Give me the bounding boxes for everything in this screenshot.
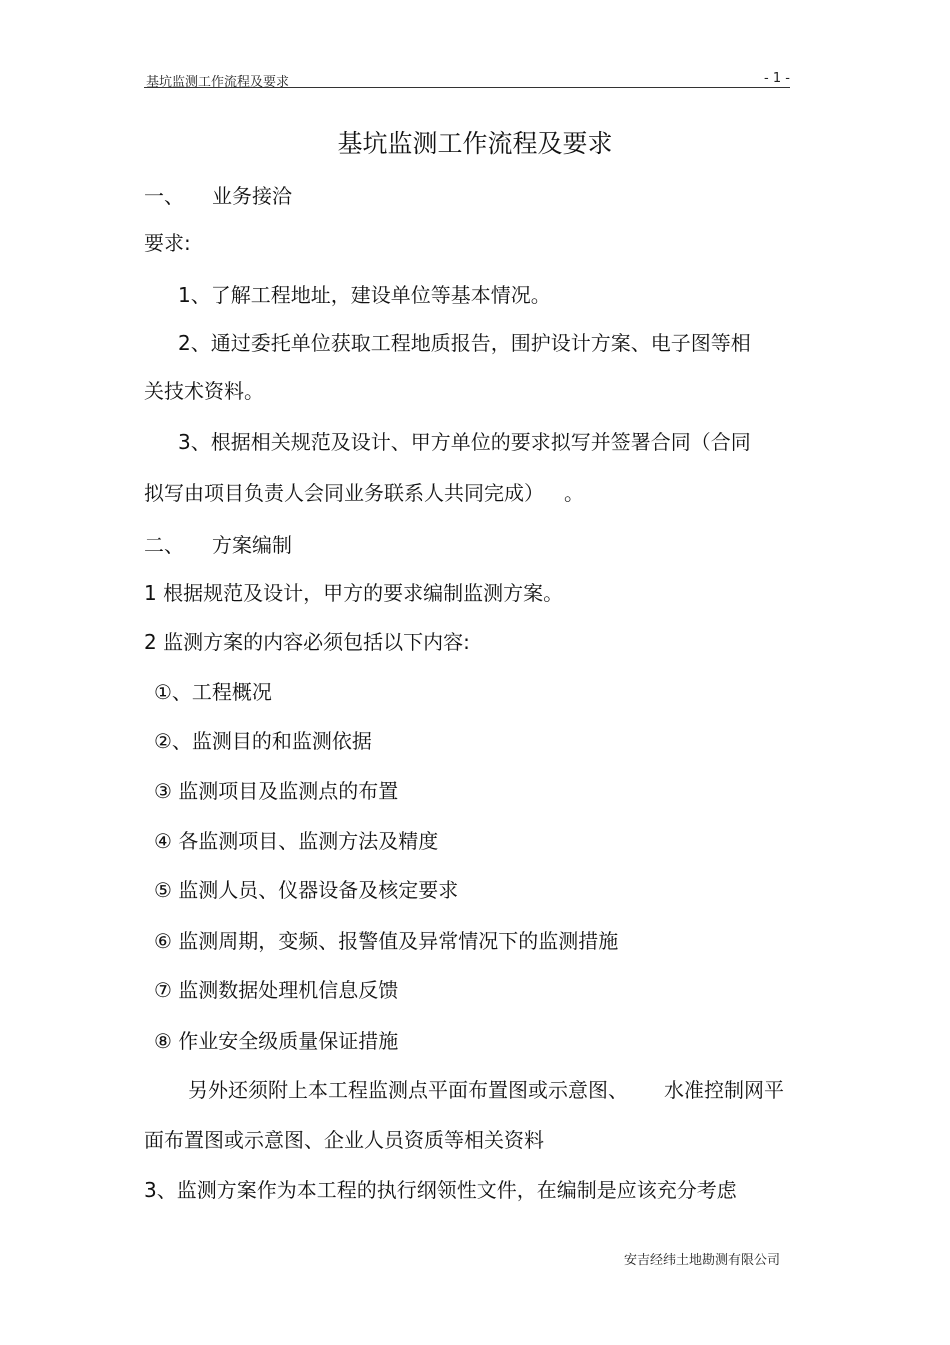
section-1-number: 一、 <box>144 184 184 208</box>
s2-note-part-2: 水准控制网平 <box>664 1078 784 1102</box>
s2-paragraph-1: 1 根据规范及设计，甲方的要求编制监测方案。 <box>144 581 564 605</box>
s2-paragraph-3: 3、监测方案作为本工程的执行纲领性文件，在编制是应该充分考虑 <box>144 1178 737 1202</box>
s2-list-item: ②、监测目的和监测依据 <box>154 729 372 753</box>
s1-item-1: 1、了解工程地址，建设单位等基本情况。 <box>178 283 551 307</box>
s2-paragraph-2: 2 监测方案的内容必须包括以下内容: <box>144 630 470 654</box>
section-2-number: 二、 <box>144 533 184 557</box>
section-1-heading <box>144 184 292 208</box>
s2-list-item: ⑧ 作业安全级质量保证措施 <box>154 1029 399 1053</box>
s2-list-item: ⑥ 监测周期，变频、报警值及异常情况下的监测措施 <box>154 929 619 953</box>
company-footer: 安吉经纬土地勘测有限公司 <box>624 1253 781 1268</box>
s1-item-3-period: 。 <box>564 481 584 505</box>
s1-item-2-line-1: 2、通过委托单位获取工程地质报告，围护设计方案、电子图等相 <box>178 331 751 355</box>
s1-item-3-line-2 <box>144 481 584 505</box>
running-header-title: 基坑监测工作流程及要求 <box>146 75 290 90</box>
s2-list-item: ①、工程概况 <box>154 680 272 704</box>
section-2-title: 方案编制 <box>212 533 292 557</box>
s2-note-line-1 <box>188 1078 784 1102</box>
page-number: - 1 - <box>764 71 790 86</box>
s2-list-item: ③ 监测项目及监测点的布置 <box>154 779 399 803</box>
s1-item-3-line-1: 3、根据相关规范及设计、甲方单位的要求拟写并签署合同（合同 <box>178 430 751 454</box>
section-1-title: 业务接洽 <box>212 184 292 208</box>
s2-note-part-1: 另外还须附上本工程监测点平面布置图或示意图、 <box>188 1078 628 1102</box>
section-2-heading <box>144 533 292 557</box>
header-rule <box>144 87 790 88</box>
document-title: 基坑监测工作流程及要求 <box>337 129 613 158</box>
s1-item-2-line-2: 关技术资料。 <box>144 379 264 403</box>
s2-list-item: ④ 各监测项目、监测方法及精度 <box>154 829 439 853</box>
s2-list-item: ⑦ 监测数据处理机信息反馈 <box>154 978 399 1002</box>
s2-note-line-2: 面布置图或示意图、企业人员资质等相关资料 <box>144 1128 544 1152</box>
requirements-label: 要求: <box>144 231 191 255</box>
s1-item-3-text: 拟写由项目负责人会同业务联系人共同完成） <box>144 481 534 505</box>
s2-list-item: ⑤ 监测人员、仪器设备及核定要求 <box>154 878 459 902</box>
